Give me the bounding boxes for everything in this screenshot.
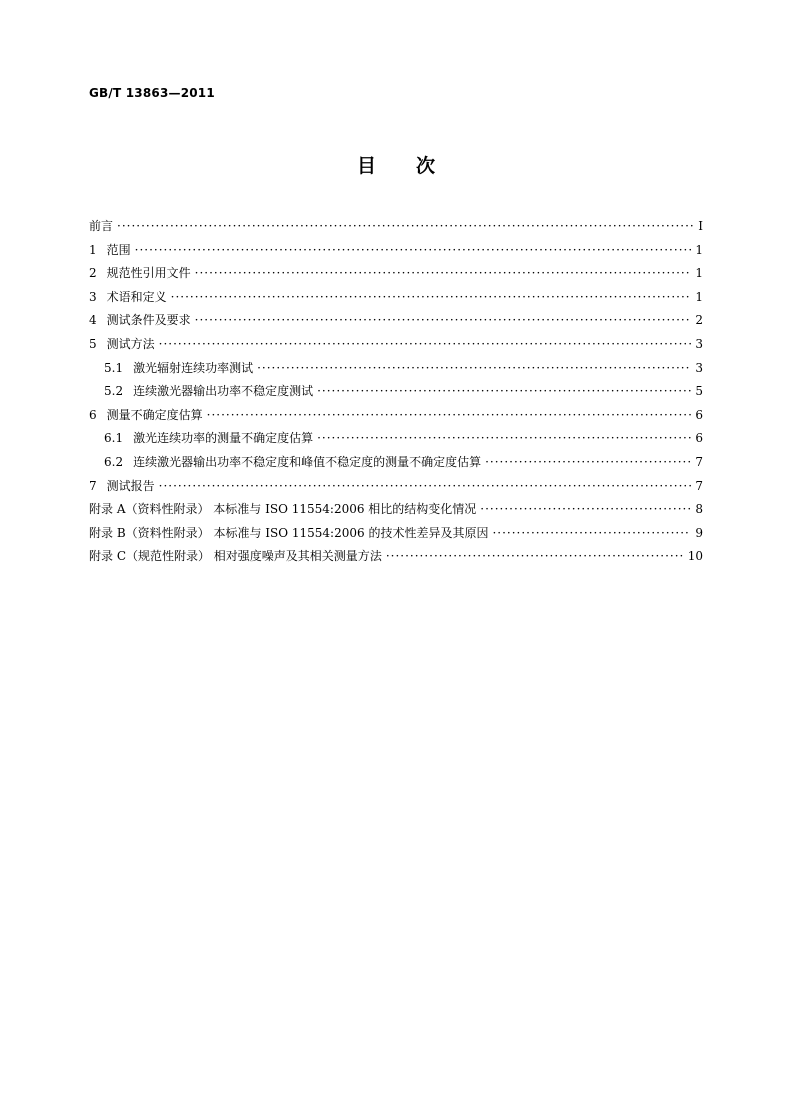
toc-entry-label: 测试报告 <box>106 478 155 493</box>
toc-entry-page: 3 <box>695 360 703 375</box>
toc-title: 目次 <box>356 155 475 177</box>
toc-entry-page: 6 <box>695 431 703 446</box>
toc-entry-number: 6 <box>89 407 97 422</box>
toc-entry-page: 1 <box>695 266 703 281</box>
toc-leader-dots <box>485 451 691 475</box>
toc-entry-page: 9 <box>695 525 703 540</box>
toc-leader-dots <box>257 357 691 381</box>
toc-entry-label: 附录 B（资料性附录） 本标准与 ISO 11554:2006 的技术性差异及其原因 <box>89 525 489 540</box>
toc-leader-dots <box>480 498 691 522</box>
toc-entry-page: 7 <box>695 454 703 469</box>
toc-entry-5-1[interactable] <box>89 357 703 381</box>
table-of-contents <box>89 215 703 569</box>
toc-entry-appendix-c[interactable] <box>89 545 703 569</box>
toc-entry-4[interactable] <box>89 309 703 333</box>
toc-entry-5[interactable] <box>89 333 703 357</box>
toc-entry-page: 10 <box>687 549 703 564</box>
toc-entry-label: 测试方法 <box>106 336 155 351</box>
toc-entry-label: 附录 C（规范性附录） 相对强度噪声及其相关测量方法 <box>89 549 382 564</box>
toc-leader-dots <box>117 215 693 239</box>
toc-entry-7[interactable] <box>89 475 703 499</box>
toc-leader-dots <box>135 239 692 263</box>
toc-entry-label: 前言 <box>89 219 114 233</box>
toc-entry-label: 激光辐射连续功率测试 <box>133 360 254 375</box>
toc-entry-page: 7 <box>695 478 703 493</box>
toc-entry-page: 5 <box>695 384 703 399</box>
toc-entry-number: 6.2 <box>104 454 124 469</box>
toc-entry-number: 5.2 <box>104 384 124 399</box>
toc-entry-appendix-a[interactable] <box>89 498 703 522</box>
toc-entry-label: 规范性引用文件 <box>106 266 191 281</box>
toc-entry-number: 7 <box>89 478 97 493</box>
toc-entry-label: 测量不确定度估算 <box>106 407 203 422</box>
toc-entry-label: 激光连续功率的测量不确定度估算 <box>133 431 314 446</box>
toc-entry-6-2[interactable] <box>89 451 703 475</box>
toc-entry-2[interactable] <box>89 262 703 286</box>
toc-entry-label: 术语和定义 <box>106 289 167 304</box>
toc-entry-appendix-b[interactable] <box>89 522 703 546</box>
toc-entry-label: 测试条件及要求 <box>106 313 191 328</box>
toc-leader-dots <box>492 522 691 546</box>
toc-leader-dots <box>317 427 691 451</box>
toc-leader-dots <box>195 262 692 286</box>
toc-entry-number: 1 <box>89 242 97 257</box>
toc-entry-number: 5 <box>89 336 97 351</box>
toc-entry-foreword[interactable] <box>89 215 703 239</box>
toc-entry-page: 2 <box>695 313 703 328</box>
toc-leader-dots <box>159 333 692 357</box>
toc-entry-page: 6 <box>695 407 703 422</box>
toc-entry-page: 8 <box>695 502 703 517</box>
toc-entry-label: 附录 A（资料性附录） 本标准与 ISO 11554:2006 相比的结构变化情况 <box>89 502 477 517</box>
toc-leader-dots <box>159 475 692 499</box>
toc-entry-6-1[interactable] <box>89 427 703 451</box>
toc-entry-5-2[interactable] <box>89 380 703 404</box>
toc-leader-dots <box>386 545 684 569</box>
toc-entry-page: 1 <box>695 289 703 304</box>
toc-leader-dots <box>317 380 691 404</box>
toc-entry-number: 6.1 <box>104 431 124 446</box>
toc-leader-dots <box>207 404 692 428</box>
toc-entry-3[interactable] <box>89 286 703 310</box>
toc-entry-label: 连续激光器输出功率不稳定度和峰值不稳定度的测量不确定度估算 <box>133 454 482 469</box>
toc-entry-label: 连续激光器输出功率不稳定度测试 <box>133 384 314 399</box>
standard-code: GB/T 13863—2011 <box>89 86 215 100</box>
toc-entry-number: 3 <box>89 289 97 304</box>
toc-leader-dots <box>195 309 692 333</box>
toc-entry-1[interactable] <box>89 239 703 263</box>
toc-entry-number: 4 <box>89 313 97 328</box>
toc-entry-number: 2 <box>89 266 97 281</box>
toc-entry-6[interactable] <box>89 404 703 428</box>
toc-entry-page: 3 <box>695 336 703 351</box>
toc-entry-page: Ⅰ <box>698 219 703 233</box>
toc-leader-dots <box>171 286 692 310</box>
toc-entry-label: 范围 <box>106 242 131 257</box>
toc-entry-page: 1 <box>695 242 703 257</box>
toc-entry-number: 5.1 <box>104 360 124 375</box>
